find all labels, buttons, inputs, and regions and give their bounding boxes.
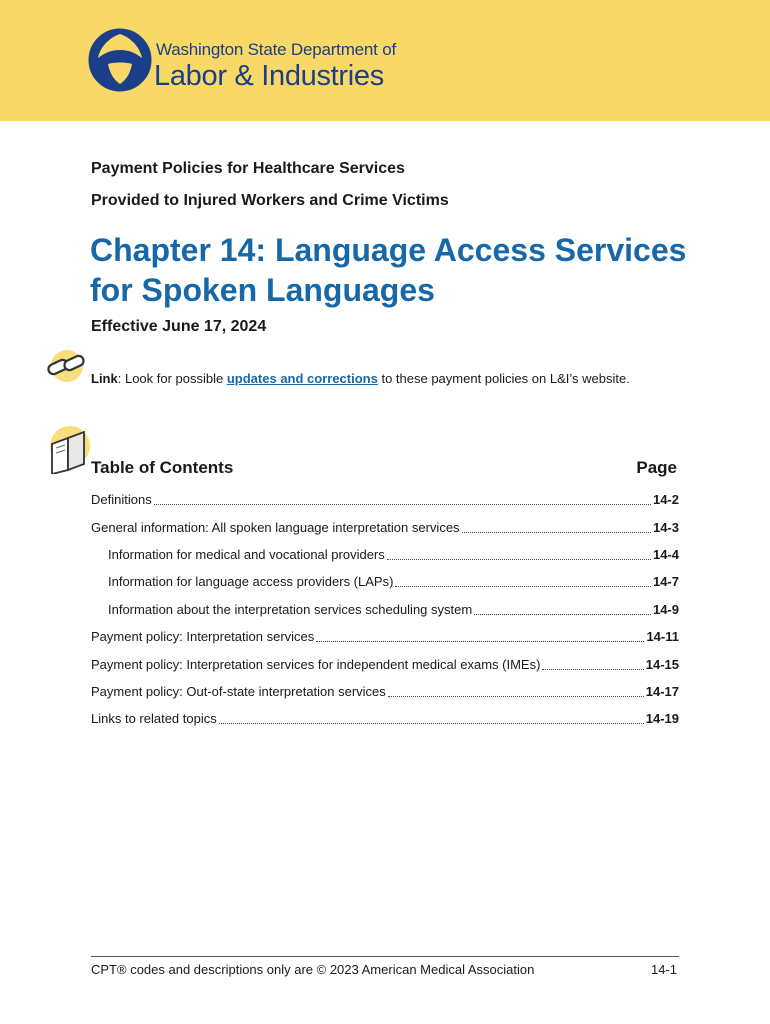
toc-entry-scheduling-system[interactable] [91,596,679,623]
toc-leader [154,502,651,505]
toc-leader [219,721,644,724]
link-note-before: : Look for possible [117,371,227,386]
table-of-contents [91,486,679,733]
toc-leader [474,612,651,615]
page-number: 14-1 [650,962,677,977]
toc-entry-title: General information: All spoken language interpretation services [91,519,460,535]
toc-leader [462,530,651,533]
toc-entry-title: Links to related topics [91,711,217,727]
copyright-note: CPT® codes and descriptions only are © 2023 American Medical Association [91,962,535,977]
toc-heading-row [91,458,677,480]
toc-entry-general-information[interactable] [91,513,679,540]
toc-leader [387,557,651,560]
toc-entry-page: 14-11 [646,629,679,645]
toc-entry-title: Payment policy: Interpretation services [91,629,315,645]
logo-mark-icon [88,28,152,92]
toc-leader [395,584,651,587]
toc-entry-page: 14-17 [645,683,679,699]
toc-leader [388,694,644,697]
agency-logo[interactable] [88,28,397,98]
toc-entry-payment-out-of-state[interactable] [91,678,679,705]
header-banner [0,0,770,121]
toc-leader [542,667,643,670]
document-subtitle-2: Provided to Injured Workers and Crime Victims [91,192,449,209]
toc-entry-page: 14-19 [645,711,679,727]
logo-text-line2: Labor & Industries [154,60,384,92]
toc-entry-page: 14-3 [652,519,679,535]
toc-leader [316,639,644,642]
document-subtitle-1: Payment Policies for Healthcare Services [91,160,405,177]
toc-entry-title: Payment policy: Interpretation services for independent medical exams (IMEs) [91,656,541,672]
toc-entry-related-topics[interactable] [91,705,679,732]
footer-divider [91,956,679,957]
toc-entry-page: 14-4 [652,546,679,562]
toc-entry-page: 14-2 [652,492,679,508]
toc-entry-page: 14-15 [645,656,679,672]
link-note-label: Link [91,371,118,386]
toc-entry-page: 14-7 [652,574,679,590]
toc-entry-title: Payment policy: Out-of-state interpretation services [91,683,386,699]
toc-entry-title: Information for medical and vocational providers [108,546,385,562]
chapter-title: Chapter 14: Language Access Services for Spoken Languages [90,232,687,308]
book-icon [44,424,92,474]
toc-entry-title: Definitions [91,492,152,508]
toc-entry-payment-interpretation[interactable] [91,623,679,650]
toc-entry-page: 14-9 [652,601,679,617]
updates-and-corrections-link[interactable]: updates and corrections [226,371,378,386]
chain-link-icon [44,348,90,384]
toc-heading: Table of Contents [91,458,234,477]
toc-entry-payment-imes[interactable] [91,650,679,677]
toc-page-heading: Page [636,458,677,477]
toc-entry-language-access-providers[interactable] [91,568,679,595]
toc-entry-title: Information about the interpretation services scheduling system [108,601,473,617]
link-note-after: to these payment policies on L&I’s website. [377,371,630,386]
effective-date: Effective June 17, 2024 [91,318,267,335]
toc-entry-medical-vocational-providers[interactable] [91,541,679,568]
toc-entry-title: Information for language access providers (LAPs) [108,574,394,590]
toc-entry-definitions[interactable] [91,486,679,513]
logo-text-line1: Washington State Department of [156,40,397,59]
link-note [91,371,630,386]
